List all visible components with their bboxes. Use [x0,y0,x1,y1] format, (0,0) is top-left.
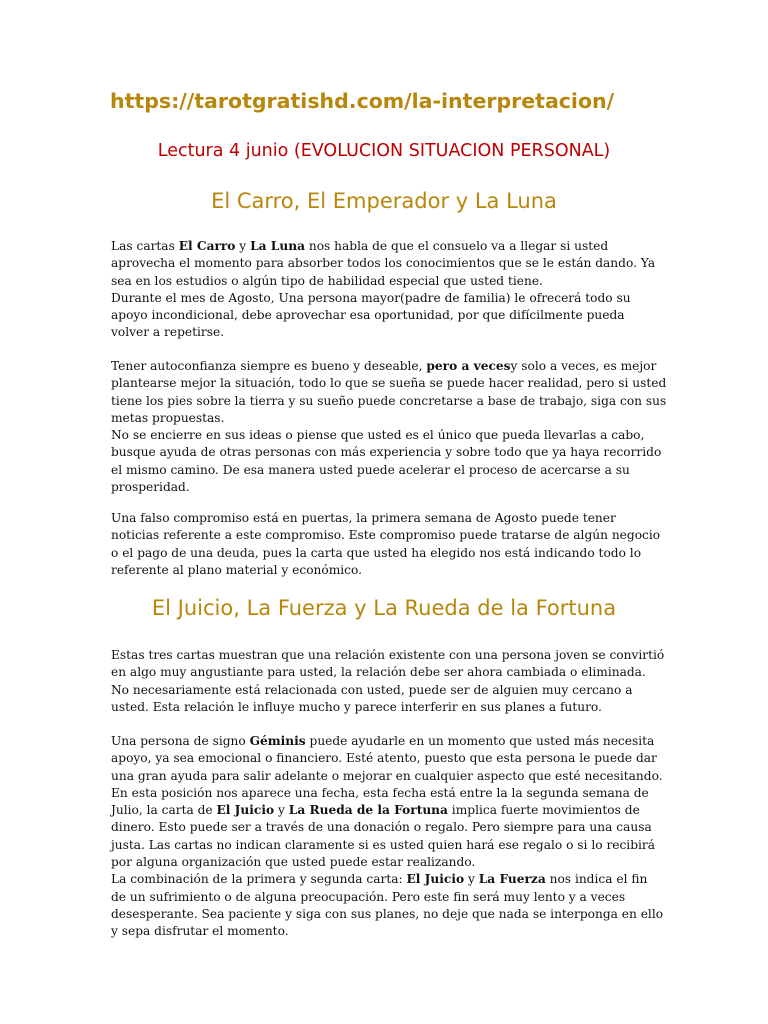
text-line: Una falso compromiso está en puertas, la primera semana de Agosto puede tener [111,511,616,525]
text-line: de un sufrimiento o de alguna preocupación. Pero este fin será muy lento y a veces [111,889,626,904]
text-line: apoyo, ya sea emocional o financiero. Esté atento, puesto que esta persona le puede dar [111,751,657,766]
text-run: Las cartas [111,239,179,253]
text-line: aprovecha el momento para absorber todos los conocimientos que se le están dando. Ya [111,256,656,271]
text-line [111,238,657,255]
text-line: el mismo camino. De esa manera usted puede acelerar el proceso de acercarse a su [111,462,630,477]
section-heading-carro-emperador-luna: El Carro, El Emperador y La Luna [211,189,557,213]
text-line: por alguna organización que usted puede estar realizando. [111,855,476,870]
bold-card-name: La Luna [250,239,305,253]
text-run: y solo a veces, es mejor [510,359,657,373]
text-line: desesperante. Sea paciente y siga con sus planes, no deje que nada se interponga en ello [111,906,664,921]
text-line: referente al plano material y económico. [111,562,362,577]
paragraph-4 [111,647,665,716]
text-run: implica fuerte movimientos de [447,803,640,818]
text-run: nos indica el fin [545,872,648,887]
text-line: metas propuestas. [111,410,225,425]
text-line [111,733,657,750]
text-line: No se encierre en sus ideas o piense que usted es el único que pueda llevarlas a cabo, [111,428,645,443]
text-line: y sepa disfrutar el momento. [111,924,289,939]
reading-title: Lectura 4 junio (EVOLUCION SITUACION PERSONAL) [157,141,611,161]
text-line: o el pago de una deuda, pues la carta que usted ha elegido nos está indicando todo lo [111,545,642,560]
text-run: Julio, la carta de [111,803,217,818]
text-line: apoyo incondicional, debe aprovechar esa oportunidad, por que difícilmente pueda [111,308,625,323]
text-run: Tener autoconfianza siempre es bueno y deseable, [111,359,427,373]
text-run: y [464,872,479,887]
text-line [111,802,657,819]
text-line: volver a repetirse. [111,325,225,340]
text-line: En esta posición nos aparece una fecha, esta fecha está entre la la segunda semana de [111,785,649,800]
paragraph-3 [111,510,661,579]
text-run: La combinación de la primera y segunda carta: [111,872,407,887]
paragraph-2 [111,358,667,496]
text-line: usted. Esta relación le influye mucho y parece interferir en sus planes a futuro. [111,699,602,714]
text-line: No necesariamente está relacionada con usted, puede ser de alguien muy cercano a [111,682,633,697]
text-line: una gran ayuda para salir adelante o mejorar en cualquier aspecto que esté necesitando. [111,768,663,783]
paragraph-5 [111,733,664,941]
text-line: noticias referente a este compromiso. Este compromiso puede tratarse de algún negocio [111,528,661,543]
text-line: busque ayuda de otras personas con más experiencia y sobre todo que ya haya recorrido [111,445,662,460]
bold-card-name: El Juicio [406,872,465,887]
text-line: Estas tres cartas muestran que una relación existente con una persona joven se convirtió [111,648,665,662]
text-line: en algo muy angustiante para usted, la relación debe ser ahora cambiada o eliminada. [111,665,646,680]
text-run: puede ayudarle en un momento que usted más necesita [305,734,655,748]
bold-card-name: La Rueda de la Fortuna [288,803,448,818]
text-run: nos habla de que el consuelo va a llegar si usted [304,239,609,253]
text-line [111,871,657,888]
text-line [111,358,657,375]
source-url: https://tarotgratishd.com/la-interpretacion/ [110,89,615,113]
bold-card-name: El Juicio [216,803,275,818]
text-line: Durante el mes de Agosto, Una persona mayor(padre de familia) le ofrecerá todo su [111,290,631,305]
bold-sign-name: Géminis [249,734,306,748]
paragraph-1 [111,238,657,342]
text-line: plantearse mejor la situación, todo lo que se sueña se puede hacer realidad, pero si usted [111,376,667,391]
text-run: y [235,239,251,253]
section-heading-juicio-fuerza-rueda: El Juicio, La Fuerza y La Rueda de la Fortuna [151,596,617,620]
text-line: tiene los pies sobre la tierra y su sueño puede concretarse a base de trabajo, siga con sus [111,393,667,408]
text-line: justa. Las cartas no indican claramente si es usted quien hará ese regalo o si lo recibirá [111,837,655,852]
bold-card-name: El Carro [178,239,236,253]
bold-phrase: pero a veces [426,359,511,373]
text-run: y [274,803,289,818]
text-run: Una persona de signo [111,734,250,748]
text-line: dinero. Esto puede ser a través de una donación o regalo. Pero siempre para una causa [111,820,652,835]
text-line: prosperidad. [111,480,190,495]
text-line: sea en los estudios o algún tipo de habilidad especial que usted tiene. [111,273,543,288]
bold-card-name: La Fuerza [478,872,546,887]
